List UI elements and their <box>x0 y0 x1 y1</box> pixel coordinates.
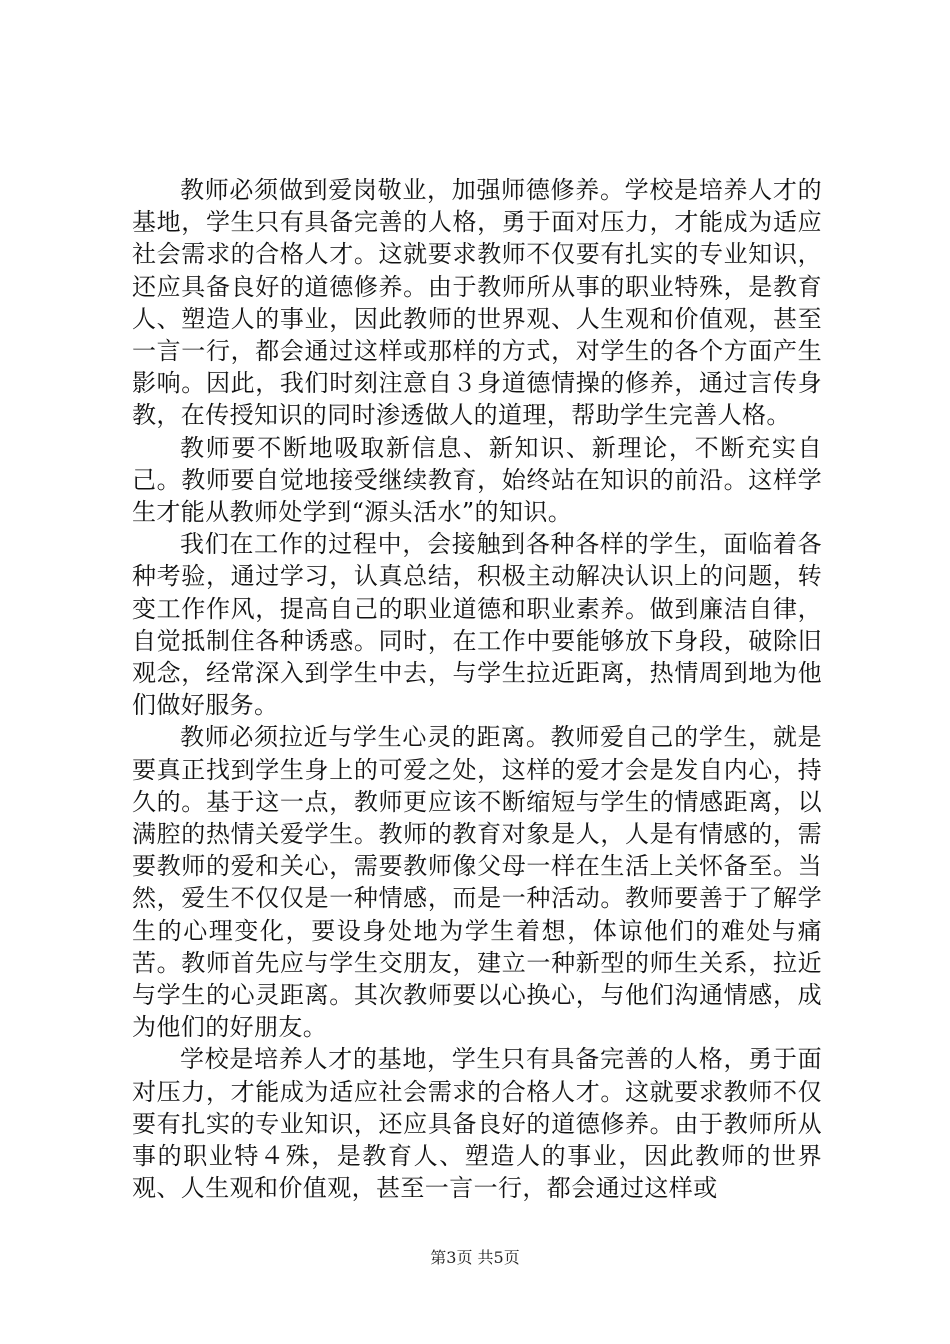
paragraph-2: 教师要不断地吸取新信息、新知识、新理论，不断充实自己。教师要自觉地接受继续教育，始终站在知识的前沿。这样学生才能从教师处学到“源头活水”的知识。 <box>132 433 822 527</box>
page-footer: 第3页 共5页 <box>430 1248 520 1267</box>
paragraph-4: 教师必须拉近与学生心灵的距离。教师爱自己的学生，就是要真正找到学生身上的可爱之处，这样的爱才会是发自内心，持久的。基于这一点，教师更应该不断缩短与学生的情感距离，以满腔的热情关爱学生。教师的教育对象是人，人是有情感的，需要教师的爱和关心，需要教师像父母一样在生活上关怀备至。当然，爱生不仅仅是一种情感，而是一种活动。教师要善于了解学生的心理变化，要设身处地为学生着想，体谅他们的难处与痛苦。教师首先应与学生交朋友，建立一种新型的师生关系，拉近与学生的心灵距离。其次教师要以心换心，与他们沟通情感，成为他们的好朋友。 <box>132 723 822 1042</box>
paragraph-3: 我们在工作的过程中，会接触到各种各样的学生，面临着各种考验，通过学习，认真总结，积极主动解决认识上的问题，转变工作作风，提高自己的职业道德和职业素养。做到廉洁自律，自觉抵制住各种诱惑。同时，在工作中要能够放下身段，破除旧观念，经常深入到学生中去，与学生拉近距离，热情周到地为他们做好服务。 <box>132 530 822 720</box>
paragraph-5: 学校是培养人才的基地，学生只有具备完善的人格，勇于面对压力，才能成为适应社会需求的合格人才。这就要求教师不仅要有扎实的专业知识，还应具备良好的道德修养。由于教师所从事的职业特４殊，是教育人、塑造人的事业，因此教师的世界观、人生观和价值观，甚至一言一行，都会通过这样或 <box>132 1045 822 1203</box>
document-body <box>132 174 822 1205</box>
paragraph-1: 教师必须做到爱岗敬业，加强师德修养。学校是培养人才的基地，学生只有具备完善的人格，勇于面对压力，才能成为适应社会需求的合格人才。这就要求教师不仅要有扎实的专业知识，还应具备良好的道德修养。由于教师所从事的职业特殊，是教育人、塑造人的事业，因此教师的世界观、人生观和价值观，甚至一言一行，都会通过这样或那样的方式，对学生的各个方面产生影响。因此，我们时刻注意自３身道德情操的修养，通过言传身教，在传授知识的同时渗透做人的道理，帮助学生完善人格。 <box>132 176 822 430</box>
